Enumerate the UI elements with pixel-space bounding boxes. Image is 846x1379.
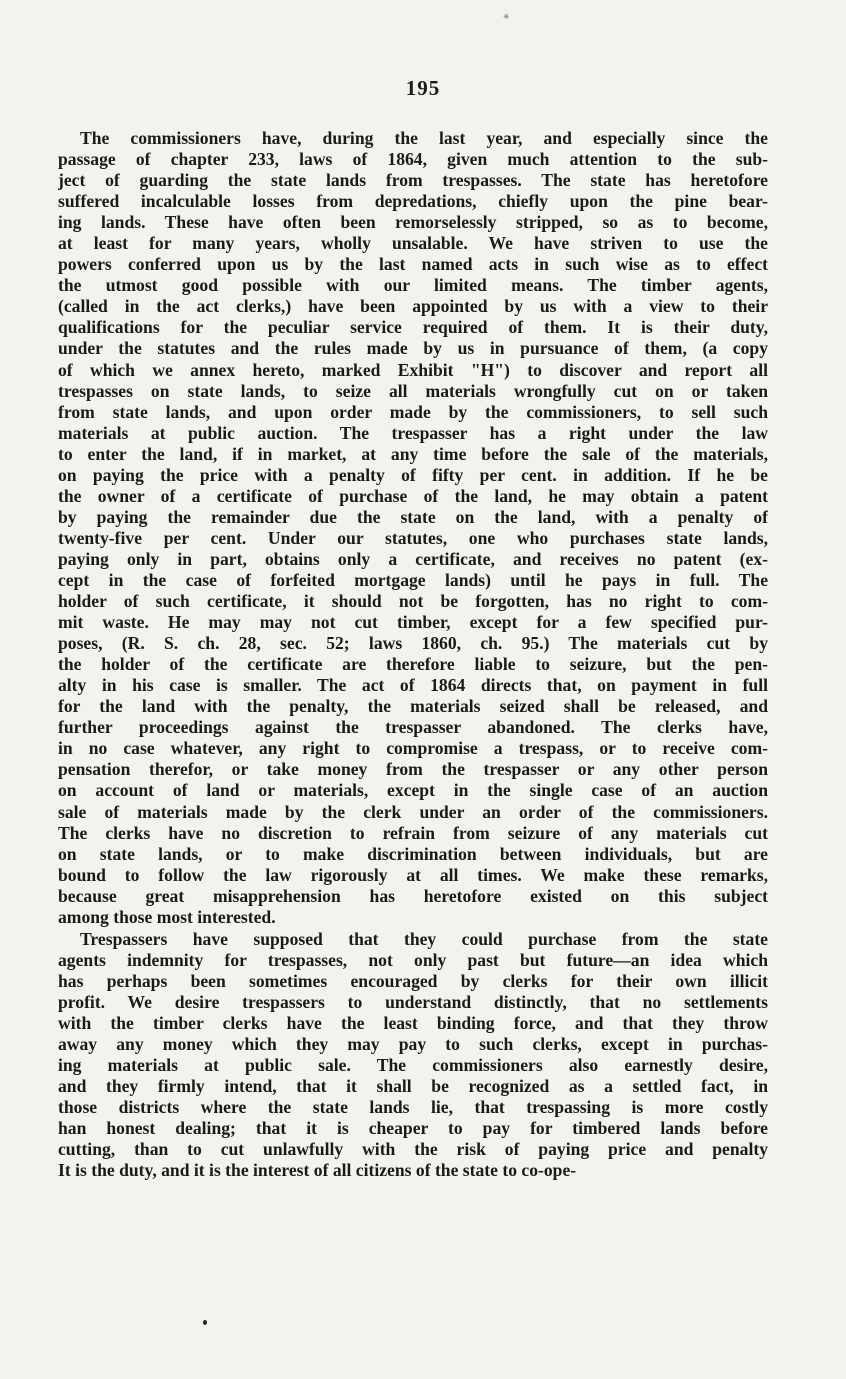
- text-line: those districts where the state lands lie, that trespassing is more costly: [58, 1097, 768, 1118]
- text-line: further proceedings against the trespasser abandoned. The clerks have,: [58, 717, 768, 738]
- text-line: trespasses on state lands, to seize all materials wrongfully cut on or taken: [58, 380, 768, 401]
- text-line: for the land with the penalty, the materials seized shall be released, and: [58, 696, 768, 717]
- text-line: paying only in part, obtains only a certificate, and receives no patent (ex-: [58, 548, 768, 569]
- text-line: of which we annex hereto, marked Exhibit "H") to discover and report all: [58, 359, 768, 380]
- text-line: mit waste. He may may not cut timber, except for a few specified pur-: [58, 612, 768, 633]
- text-line: suffered incalculable losses from depredations, chiefly upon the pine bear-: [58, 191, 768, 212]
- text-line: cept in the case of forfeited mortgage lands) until he pays in full. The: [58, 569, 768, 590]
- text-line: Trespassers have supposed that they could purchase from the state: [80, 928, 768, 949]
- text-line: materials at public auction. The trespasser has a right under the law: [58, 422, 768, 443]
- text-line: pensation therefor, or take money from the trespasser or any other person: [58, 759, 768, 780]
- text-line: cutting, than to cut unlawfully with the risk of paying price and penalty: [58, 1139, 768, 1160]
- body-text: [58, 128, 768, 1181]
- text-line: has perhaps been sometimes encouraged by clerks for their own illicit: [58, 970, 768, 991]
- text-line: on account of land or materials, except in the single case of an auction: [58, 780, 768, 801]
- text-line: twenty-five per cent. Under our statutes, one who purchases state lands,: [58, 527, 768, 548]
- text-line: because great misapprehension has heretofore existed on this subject: [58, 885, 768, 906]
- text-line: under the statutes and the rules made by us in pursuance of them, (a copy: [58, 338, 768, 359]
- text-line: ing materials at public sale. The commissioners also earnestly desire,: [58, 1055, 768, 1076]
- text-line: profit. We desire trespassers to understand distinctly, that no settlements: [58, 991, 768, 1012]
- page-number: 195: [405, 76, 441, 100]
- text-line: The commissioners have, during the last year, and especially since the: [80, 128, 768, 148]
- text-line: and they firmly intend, that it shall be recognized as a settled fact, in: [58, 1076, 768, 1097]
- text-line: han honest dealing; that it is cheaper to pay for timbered lands before: [58, 1118, 768, 1139]
- paragraph-1: [58, 128, 768, 928]
- text-line: powers conferred upon us by the last named acts in such wise as to effect: [58, 254, 768, 275]
- text-line: on state lands, or to make discrimination between individuals, but are: [58, 843, 768, 864]
- text-line: holder of such certificate, it should not be forgotten, has no right to com-: [58, 591, 768, 612]
- text-line: by paying the remainder due the state on the land, with a penalty of: [58, 506, 768, 527]
- text-line: passage of chapter 233, laws of 1864, given much attention to the sub-: [58, 149, 768, 170]
- text-line: in no case whatever, any right to compromise a trespass, or to receive com-: [58, 738, 768, 759]
- text-line: qualifications for the peculiar service required of them. It is their duty,: [58, 317, 768, 338]
- text-line: bound to follow the law rigorously at all times. We make these remarks,: [58, 864, 768, 885]
- text-line: at least for many years, wholly unsalable. We have striven to use the: [58, 233, 768, 254]
- text-line: alty in his case is smaller. The act of 1864 directs that, on payment in full: [58, 675, 768, 696]
- text-line: on paying the price with a penalty of fifty per cent. in addition. If he be: [58, 464, 768, 485]
- text-line: The clerks have no discretion to refrain from seizure of any materials cut: [58, 822, 768, 843]
- text-line: the owner of a certificate of purchase of the land, he may obtain a patent: [58, 485, 768, 506]
- text-line: poses, (R. S. ch. 28, sec. 52; laws 1860, ch. 95.) The materials cut by: [58, 633, 768, 654]
- text-line: ing lands. These have often been remorselessly stripped, so as to become,: [58, 212, 768, 233]
- text-line: sale of materials made by the clerk under an order of the commissioners.: [58, 801, 768, 822]
- text-line: agents indemnity for trespasses, not only past but future—an idea which: [58, 949, 768, 970]
- text-line: ject of guarding the state lands from trespasses. The state has heretofore: [58, 170, 768, 191]
- text-line: (called in the act clerks,) have been appointed by us with a view to their: [58, 296, 768, 317]
- text-line: the holder of the certificate are therefore liable to seizure, but the pen-: [58, 654, 768, 675]
- paragraph-2: [58, 929, 768, 1182]
- text-line: to enter the land, if in market, at any time before the sale of the materials,: [58, 443, 768, 464]
- bottom-ink-dot: [203, 1320, 207, 1325]
- text-line: from state lands, and upon order made by the commissioners, to sell such: [58, 401, 768, 422]
- text-line: among those most interested.: [58, 906, 276, 927]
- text-line: with the timber clerks have the least binding force, and that they throw: [58, 1012, 768, 1033]
- text-line: It is the duty, and it is the interest of all citizens of the state to co-ope-: [58, 1160, 577, 1181]
- text-line: away any money which they may pay to such clerks, except in purchas-: [58, 1034, 768, 1055]
- text-line: the utmost good possible with our limited means. The timber agents,: [58, 275, 768, 296]
- top-margin-mark: ⁕: [502, 12, 511, 23]
